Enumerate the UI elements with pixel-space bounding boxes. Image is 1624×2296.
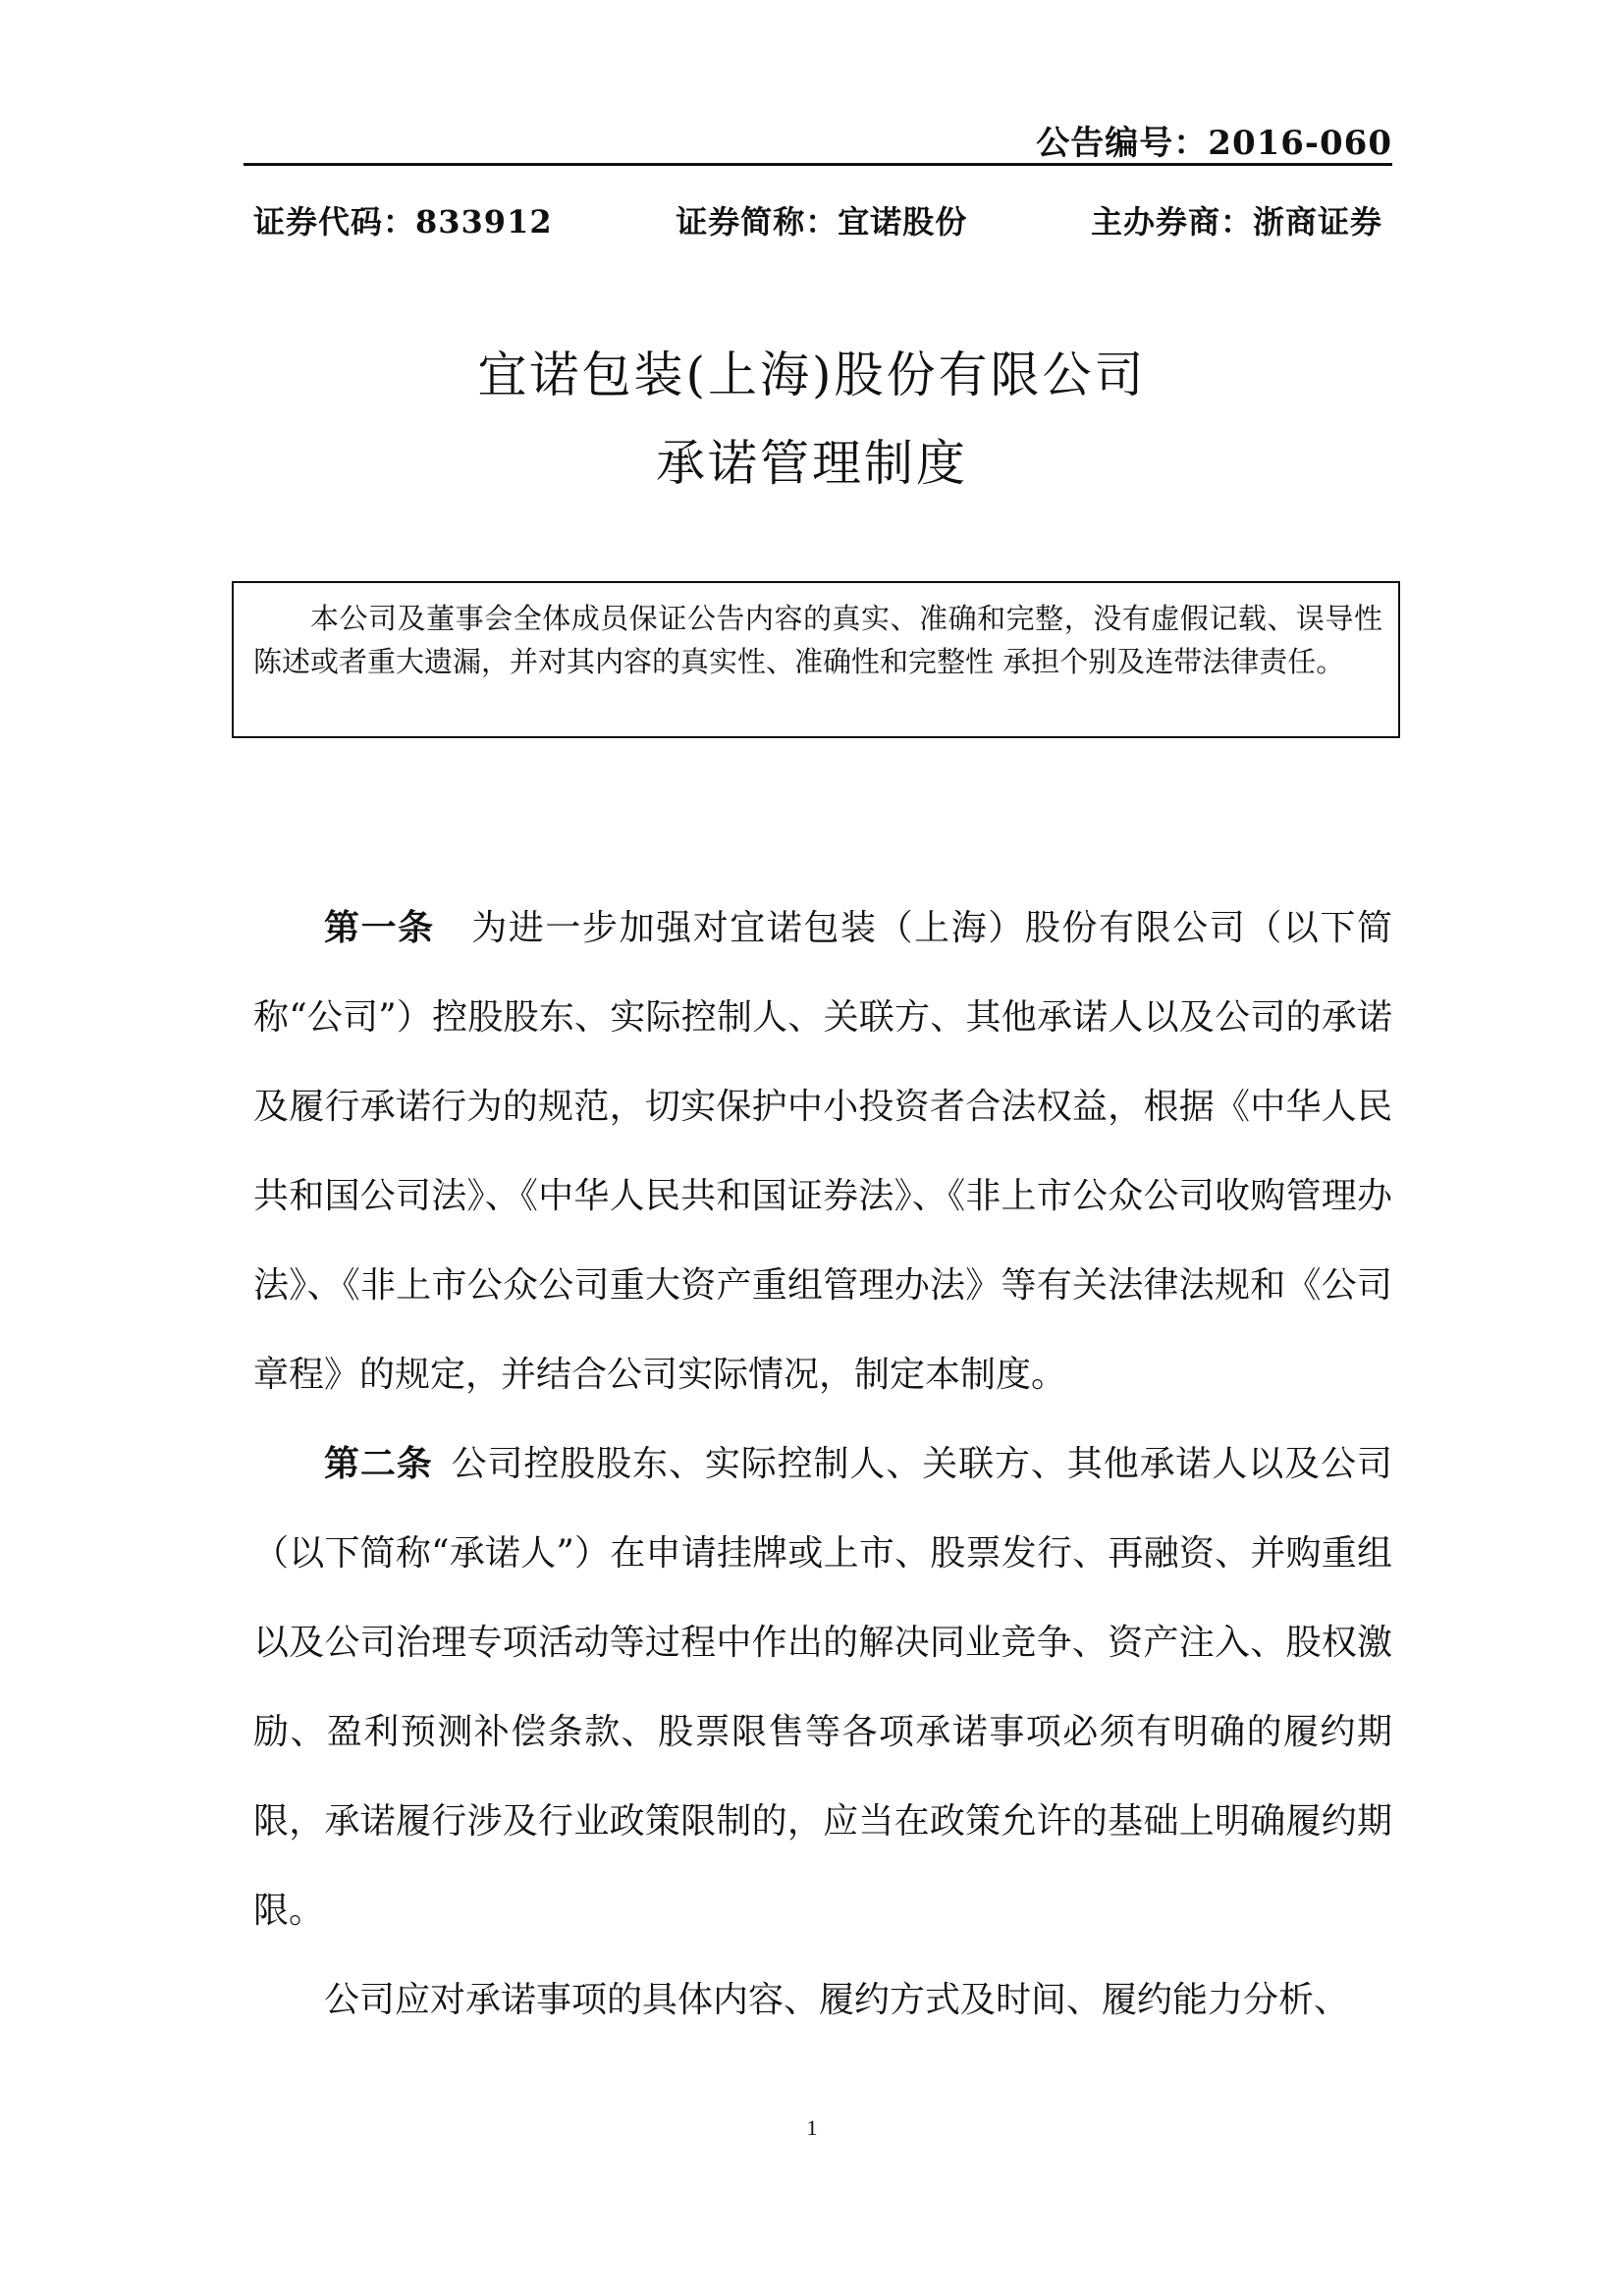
article-text: 公司控股股东、实际控制人、关联方、其他承诺人以及公司（以下简称“承诺人”）在申请挂牌或上市、股票发行、再融资、并购重组以及公司治理专项活动等过程中作出的解决同业竞争、资产注入、股权激励、盈利预测补偿条款、股票限售等各项承诺事项必须有明确的履约期限，承诺履行涉及行业政策限制的，应当在政策允许的基础上明确履约期限。: [253, 1444, 1392, 1931]
announcement-number: 公告编号：2016-060: [1036, 124, 1392, 163]
disclaimer-text: 本公司及董事会全体成员保证公告内容的真实、准确和完整，没有虚假记载、误导性陈述或者重大遗漏，并对其内容的真实性、准确性和完整性 承担个别及连带法律责任。: [253, 602, 1382, 678]
article-label: 第一条: [324, 907, 435, 948]
document-title-company: 宜诺包装(上海)股份有限公司: [477, 347, 1147, 403]
security-short-name: 证券简称：宜诺股份: [676, 203, 968, 240]
security-code: 证券代码：833912: [253, 203, 553, 240]
document-body: [253, 883, 1392, 2045]
article-label: 第二条: [324, 1443, 433, 1484]
document-title-subject: 承诺管理制度: [656, 435, 968, 492]
article-paragraph: [253, 883, 1392, 1419]
lead-broker: 主办券商：浙商证券: [1090, 203, 1382, 240]
header-divider: [244, 163, 1392, 166]
article-paragraph: [253, 1419, 1392, 1955]
page-number: 1: [806, 2115, 818, 2140]
disclaimer-box: [232, 581, 1400, 738]
article-text: 为进一步加强对宜诺包装（上海）股份有限公司（以下简称“公司”）控股股东、实际控制人、关联方、其他承诺人以及公司的承诺及履行承诺行为的规范，切实保护中小投资者合法权益，根据《中华人民共和国公司法》、《中华人民共和国证券法》、《非上市公众公司收购管理办法》、《非上市公众公司重大资产重组管理办法》等有关法律法规和《公司章程》的规定，并结合公司实际情况，制定本制度。: [253, 908, 1392, 1395]
continuation-paragraph: 公司应对承诺事项的具体内容、履约方式及时间、履约能力分析、: [324, 1980, 1350, 2020]
security-info-row: [253, 197, 1382, 242]
